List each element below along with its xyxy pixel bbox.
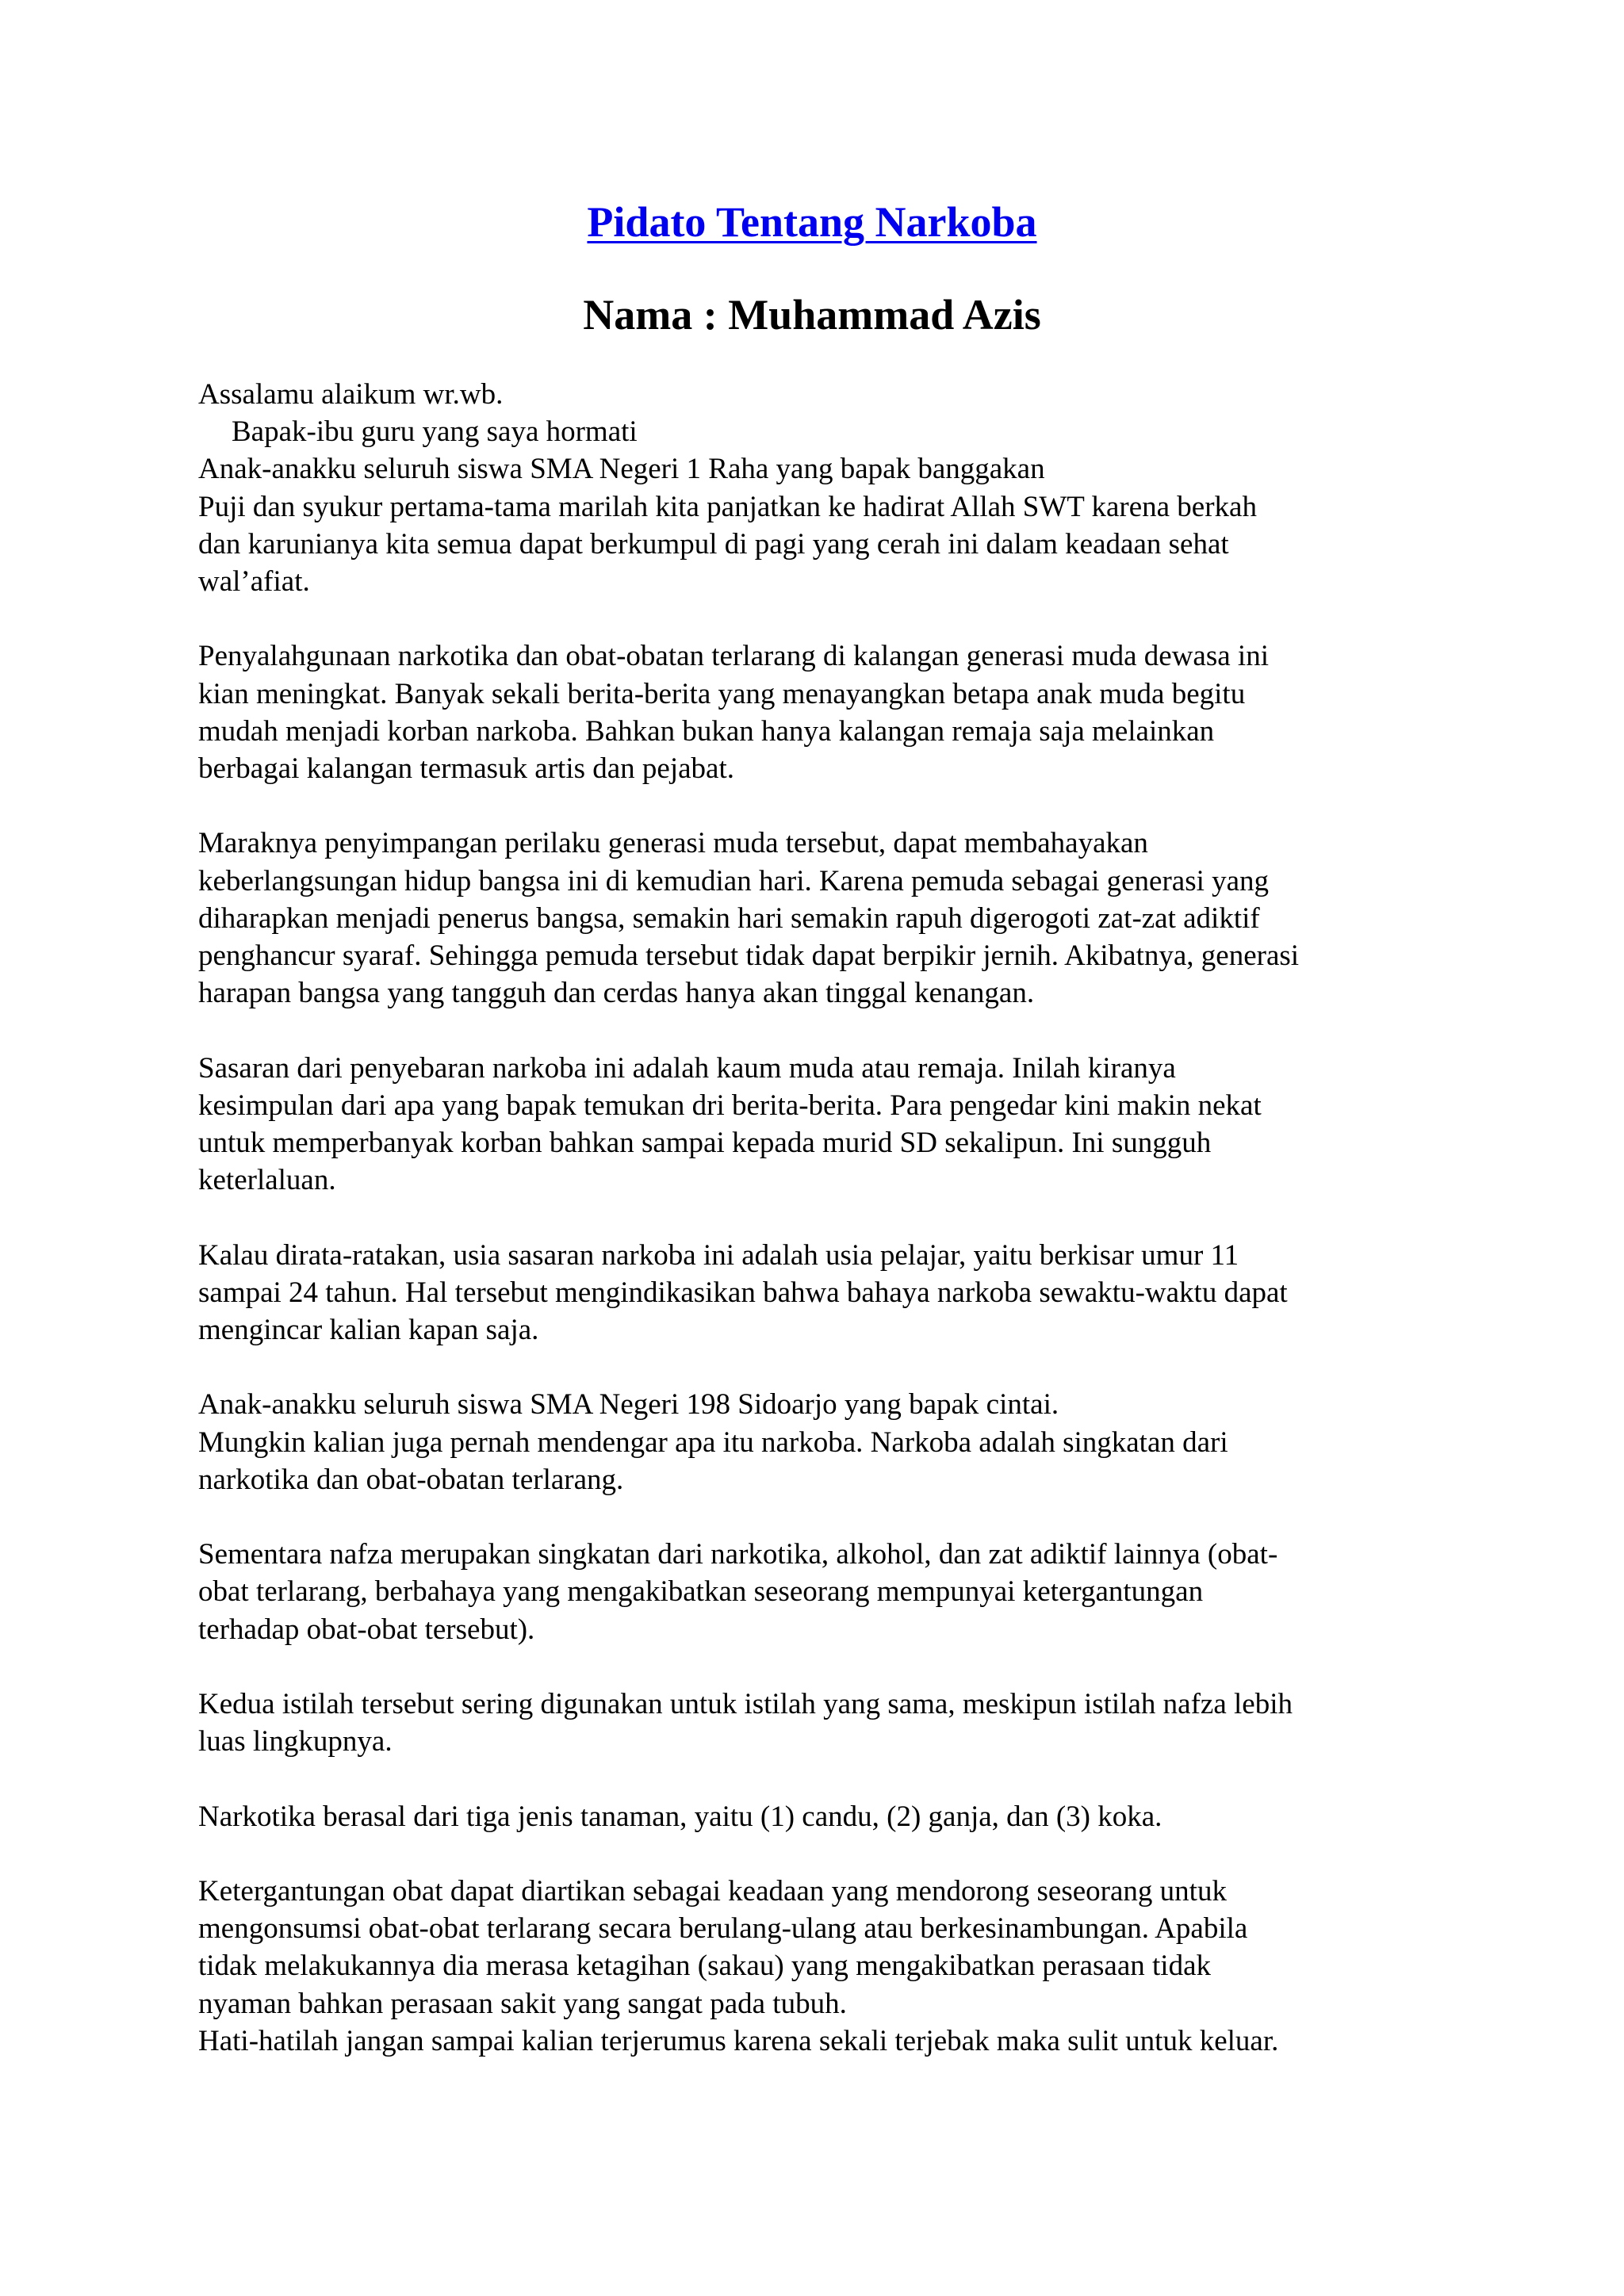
text-line: Puji dan syukur pertama-tama marilah kita panjatkan ke hadirat Allah SWT karena berkah: [198, 490, 1257, 523]
text-line: penghancur syaraf. Sehingga pemuda tersebut tidak dapat berpikir jernih. Akibatnya, generasi: [198, 939, 1300, 973]
text-line: keterlaluan.: [198, 1164, 336, 1197]
document-title: [0, 194, 1624, 250]
text-line: sampai 24 tahun. Hal tersebut mengindikasikan bahwa bahaya narkoba sewaktu-waktu dapat: [198, 1276, 1288, 1309]
text-line: Bapak-ibu guru yang saya hormati: [232, 415, 638, 449]
title-link[interactable]: Pidato Tentang Narkoba: [587, 198, 1037, 246]
text-line: mengonsumsi obat-obat terlarang secara berulang-ulang atau berkesinambungan. Apabila: [198, 1912, 1248, 1946]
text-line: Anak-anakku seluruh siswa SMA Negeri 1 Raha yang bapak banggakan: [198, 453, 1045, 486]
text-line: berbagai kalangan termasuk artis dan pejabat.: [198, 752, 734, 786]
text-line: Hati-hatilah jangan sampai kalian terjerumus karena sekali terjebak maka sulit untuk keluar.: [198, 2024, 1279, 2057]
text-line: nyaman bahkan perasaan sakit yang sangat pada tubuh.: [198, 1987, 847, 2020]
paragraph-gap: [198, 1648, 1451, 1686]
text-line: Sementara nafza merupakan singkatan dari narkotika, alkohol, dan zat adiktif lainnya (obat-: [198, 1538, 1278, 1571]
text-line: kesimpulan dari apa yang bapak temukan dri berita-berita. Para pengedar kini makin nekat: [198, 1089, 1262, 1122]
paragraph-gap: [198, 600, 1451, 637]
text-line: wal’afiat.: [198, 565, 310, 599]
text-line: harapan bangsa yang tangguh dan cerdas hanya akan tinggal kenangan.: [198, 977, 1035, 1010]
text-line: Mungkin kalian juga pernah mendengar apa itu narkoba. Narkoba adalah singkatan dari: [198, 1425, 1228, 1459]
paragraph-gap: [198, 1012, 1451, 1049]
text-line: Anak-anakku seluruh siswa SMA Negeri 198 Sidoarjo yang bapak cintai.: [198, 1388, 1059, 1422]
text-line: Ketergantungan obat dapat diartikan sebagai keadaan yang mendorong seseorang untuk: [198, 1874, 1227, 1908]
text-line: luas lingkupnya.: [198, 1725, 393, 1758]
text-line: obat terlarang, berbahaya yang mengakibatkan seseorang mempunyai ketergantungan: [198, 1575, 1204, 1609]
text-line: untuk memperbanyak korban bahkan sampai kepada murid SD sekalipun. Ini sungguh: [198, 1127, 1212, 1160]
text-line: keberlangsungan hidup bangsa ini di kemudian hari. Karena pemuda sebagai generasi yang: [198, 864, 1270, 897]
text-line: Sasaran dari penyebaran narkoba ini adalah kaum muda atau remaja. Inilah kiranya: [198, 1051, 1176, 1085]
text-line: Kalau dirata-ratakan, usia sasaran narkoba ini adalah usia pelajar, yaitu berkisar umur 11: [198, 1238, 1239, 1272]
text-line: tidak melakukannya dia merasa ketagihan (sakau) yang mengakibatkan perasaan tidak: [198, 1950, 1212, 1983]
text-line: Narkotika berasal dari tiga jenis tanaman, yaitu (1) candu, (2) ganja, dan (3) koka.: [198, 1800, 1162, 1833]
text-line: narkotika dan obat-obatan terlarang.: [198, 1463, 624, 1496]
text-line: kian meningkat. Banyak sekali berita-berita yang menayangkan betapa anak muda begitu: [198, 677, 1246, 710]
paragraph-gap: [198, 1199, 1451, 1236]
author-name-heading: Nama : Muhammad Azis: [583, 291, 1041, 339]
text-line: Penyalahgunaan narkotika dan obat-obatan terlarang di kalangan generasi muda dewasa ini: [198, 640, 1269, 673]
text-line: dan karunianya kita semua dapat berkumpul di pagi yang cerah ini dalam keadaan sehat: [198, 527, 1229, 561]
text-line: diharapkan menjadi penerus bangsa, semakin hari semakin rapuh digerogoti zat-zat adiktif: [198, 901, 1260, 935]
text-line: Maraknya penyimpangan perilaku generasi muda tersebut, dapat membahayakan: [198, 827, 1148, 860]
speech-body: [198, 376, 1451, 2060]
paragraph-gap: [198, 1835, 1451, 1873]
text-line: Kedua istilah tersebut sering digunakan untuk istilah yang sama, meskipun istilah nafza lebih: [198, 1688, 1293, 1720]
text-line: Assalamu alaikum wr.wb.: [198, 378, 504, 411]
paragraph-gap: [198, 1760, 1451, 1797]
paragraph-gap: [198, 787, 1451, 825]
text-line: terhadap obat-obat tersebut).: [198, 1613, 535, 1646]
paragraph-gap: [198, 1349, 1451, 1386]
paragraph-gap: [198, 1498, 1451, 1536]
text-line: mudah menjadi korban narkoba. Bahkan bukan hanya kalangan remaja saja melainkan: [198, 714, 1215, 748]
text-line: mengincar kalian kapan saja.: [198, 1314, 539, 1347]
